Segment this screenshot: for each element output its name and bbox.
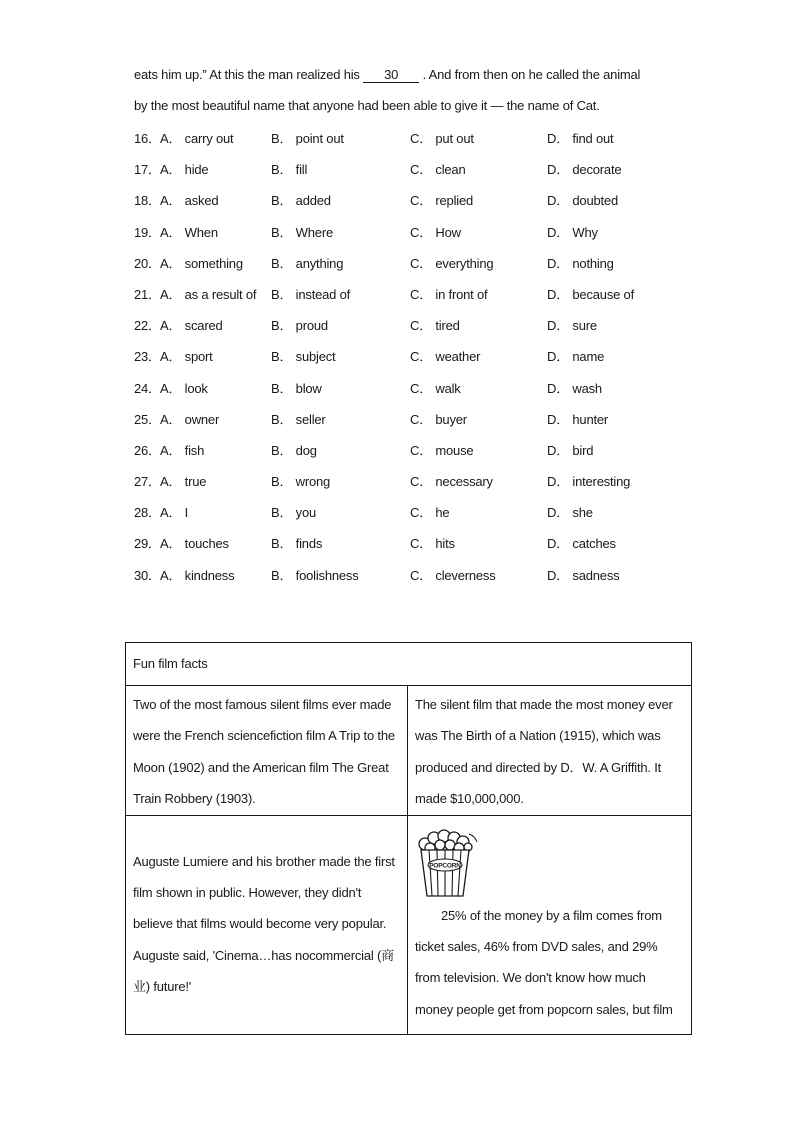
popcorn-icon (415, 816, 684, 900)
question-number: 18． (134, 193, 161, 209)
option-d: D． because of (547, 286, 635, 302)
option-a: A． When (160, 224, 218, 240)
option-d: D． Why (547, 224, 598, 240)
popcorn-label: POPCORN (429, 862, 461, 870)
option-d: D． hunter (547, 411, 609, 427)
option-b: B． seller (271, 411, 326, 427)
option-a: A． fish (160, 442, 205, 458)
question-number: 29． (134, 536, 161, 552)
fact-text: Auguste Lumiere and his brother made the first film shown in public. However, they didn't believe that films would become very popular. Auguste said, 'Cinema…has nocommercial (商业) future!' (133, 853, 395, 995)
fact-cell-lumiere (126, 815, 408, 1034)
option-c: C． tired (410, 318, 460, 334)
option-c: C． buyer (410, 411, 467, 427)
option-d: D． nothing (547, 255, 614, 271)
option-b: B． you (271, 505, 317, 521)
question-number: 26． (134, 442, 161, 458)
fact-text: Two of the most famous silent films ever made were the French sciencefiction film A Trip to the Moon (1902) and the American film The Great Train Robbery (1903). (133, 697, 395, 807)
option-c: C． he (410, 505, 450, 521)
option-b: B． blow (271, 380, 322, 396)
option-a: A． I (160, 505, 189, 521)
option-c: C． cleverness (410, 567, 496, 583)
option-c: C． How (410, 224, 461, 240)
passage-text: eats him up.” At this the man realized his (134, 67, 360, 82)
question-number: 22． (134, 318, 161, 334)
passage-text: . And from then on he called the animal (422, 67, 641, 82)
passage-line-2: by the most beautiful name that anyone had been able to give it — the name of Cat. (134, 98, 600, 113)
answer-blank: 30 (363, 68, 419, 83)
option-d: D． she (547, 505, 593, 521)
question-number: 16． (134, 131, 161, 146)
option-d: D． interesting (547, 474, 631, 490)
passage-line-1 (134, 67, 640, 83)
option-c: C． in front of (410, 286, 488, 302)
option-b: B． wrong (271, 474, 331, 490)
option-b: B． proud (271, 318, 328, 334)
option-a: A． something (160, 255, 243, 271)
option-c: C． walk (410, 380, 461, 396)
option-a: A． touches (160, 536, 229, 552)
option-a: A． as a result of (160, 286, 257, 302)
option-c: C． weather (410, 349, 481, 365)
option-c: C． necessary (410, 474, 493, 490)
option-c: C． put out (410, 131, 474, 146)
question-number: 30． (134, 567, 161, 583)
question-number: 25． (134, 411, 161, 427)
question-number: 17． (134, 162, 161, 178)
option-d: D． name (547, 349, 605, 365)
option-b: B． foolishness (271, 567, 359, 583)
popcorn-icon-graphic (415, 828, 479, 898)
question-number: 20． (134, 255, 161, 271)
option-d: D． find out (547, 131, 614, 146)
option-a: A． true (160, 474, 207, 490)
fact-cell-silent-films (126, 686, 408, 816)
option-b: B． added (271, 193, 331, 209)
fact-text: The silent film that made the most money ever was The Birth of a Nation (1915), which was produced and directed by D．W. A Griffith. It made $10,000,000. (415, 697, 673, 807)
option-c: C． everything (410, 255, 494, 271)
question-number: 19． (134, 224, 161, 240)
option-a: A． carry out (160, 131, 234, 146)
option-b: B． anything (271, 255, 344, 271)
option-c: C． mouse (410, 442, 474, 458)
option-a: A． hide (160, 162, 209, 178)
option-a: A． scared (160, 318, 223, 334)
option-c: C． replied (410, 193, 474, 209)
option-d: D． doubted (547, 193, 618, 209)
option-d: D． catches (547, 536, 616, 552)
option-b: B． dog (271, 442, 317, 458)
option-a: A． owner (160, 411, 220, 427)
option-b: B． subject (271, 349, 336, 365)
option-a: A． sport (160, 349, 213, 365)
option-b: B． fill (271, 162, 308, 178)
option-b: B． point out (271, 131, 344, 146)
option-d: D． wash (547, 380, 602, 396)
question-number: 23． (134, 349, 161, 365)
table-title: Fun film facts (126, 643, 692, 686)
option-a: A． kindness (160, 567, 235, 583)
option-d: D． sadness (547, 567, 620, 583)
question-number: 28． (134, 505, 161, 521)
option-c: C． hits (410, 536, 455, 552)
question-number: 21． (134, 286, 161, 302)
film-facts-table (125, 642, 692, 1035)
option-d: D． sure (547, 318, 597, 334)
fact-cell-birth-of-nation (408, 686, 692, 816)
fact-cell-money (408, 815, 692, 1034)
option-a: A． look (160, 380, 208, 396)
option-b: B． instead of (271, 286, 351, 302)
question-number: 24． (134, 380, 161, 396)
option-c: C． clean (410, 162, 466, 178)
question-number: 27． (134, 474, 161, 490)
option-a: A． asked (160, 193, 219, 209)
option-d: D． decorate (547, 162, 622, 178)
option-b: B． finds (271, 536, 323, 552)
option-b: B． Where (271, 224, 333, 240)
option-d: D． bird (547, 442, 594, 458)
fact-text: 25% of the money by a film comes from ticket sales, 46% from DVD sales, and 29% from television. We don't know how much money people get from popcorn sales, but film (415, 907, 673, 1017)
